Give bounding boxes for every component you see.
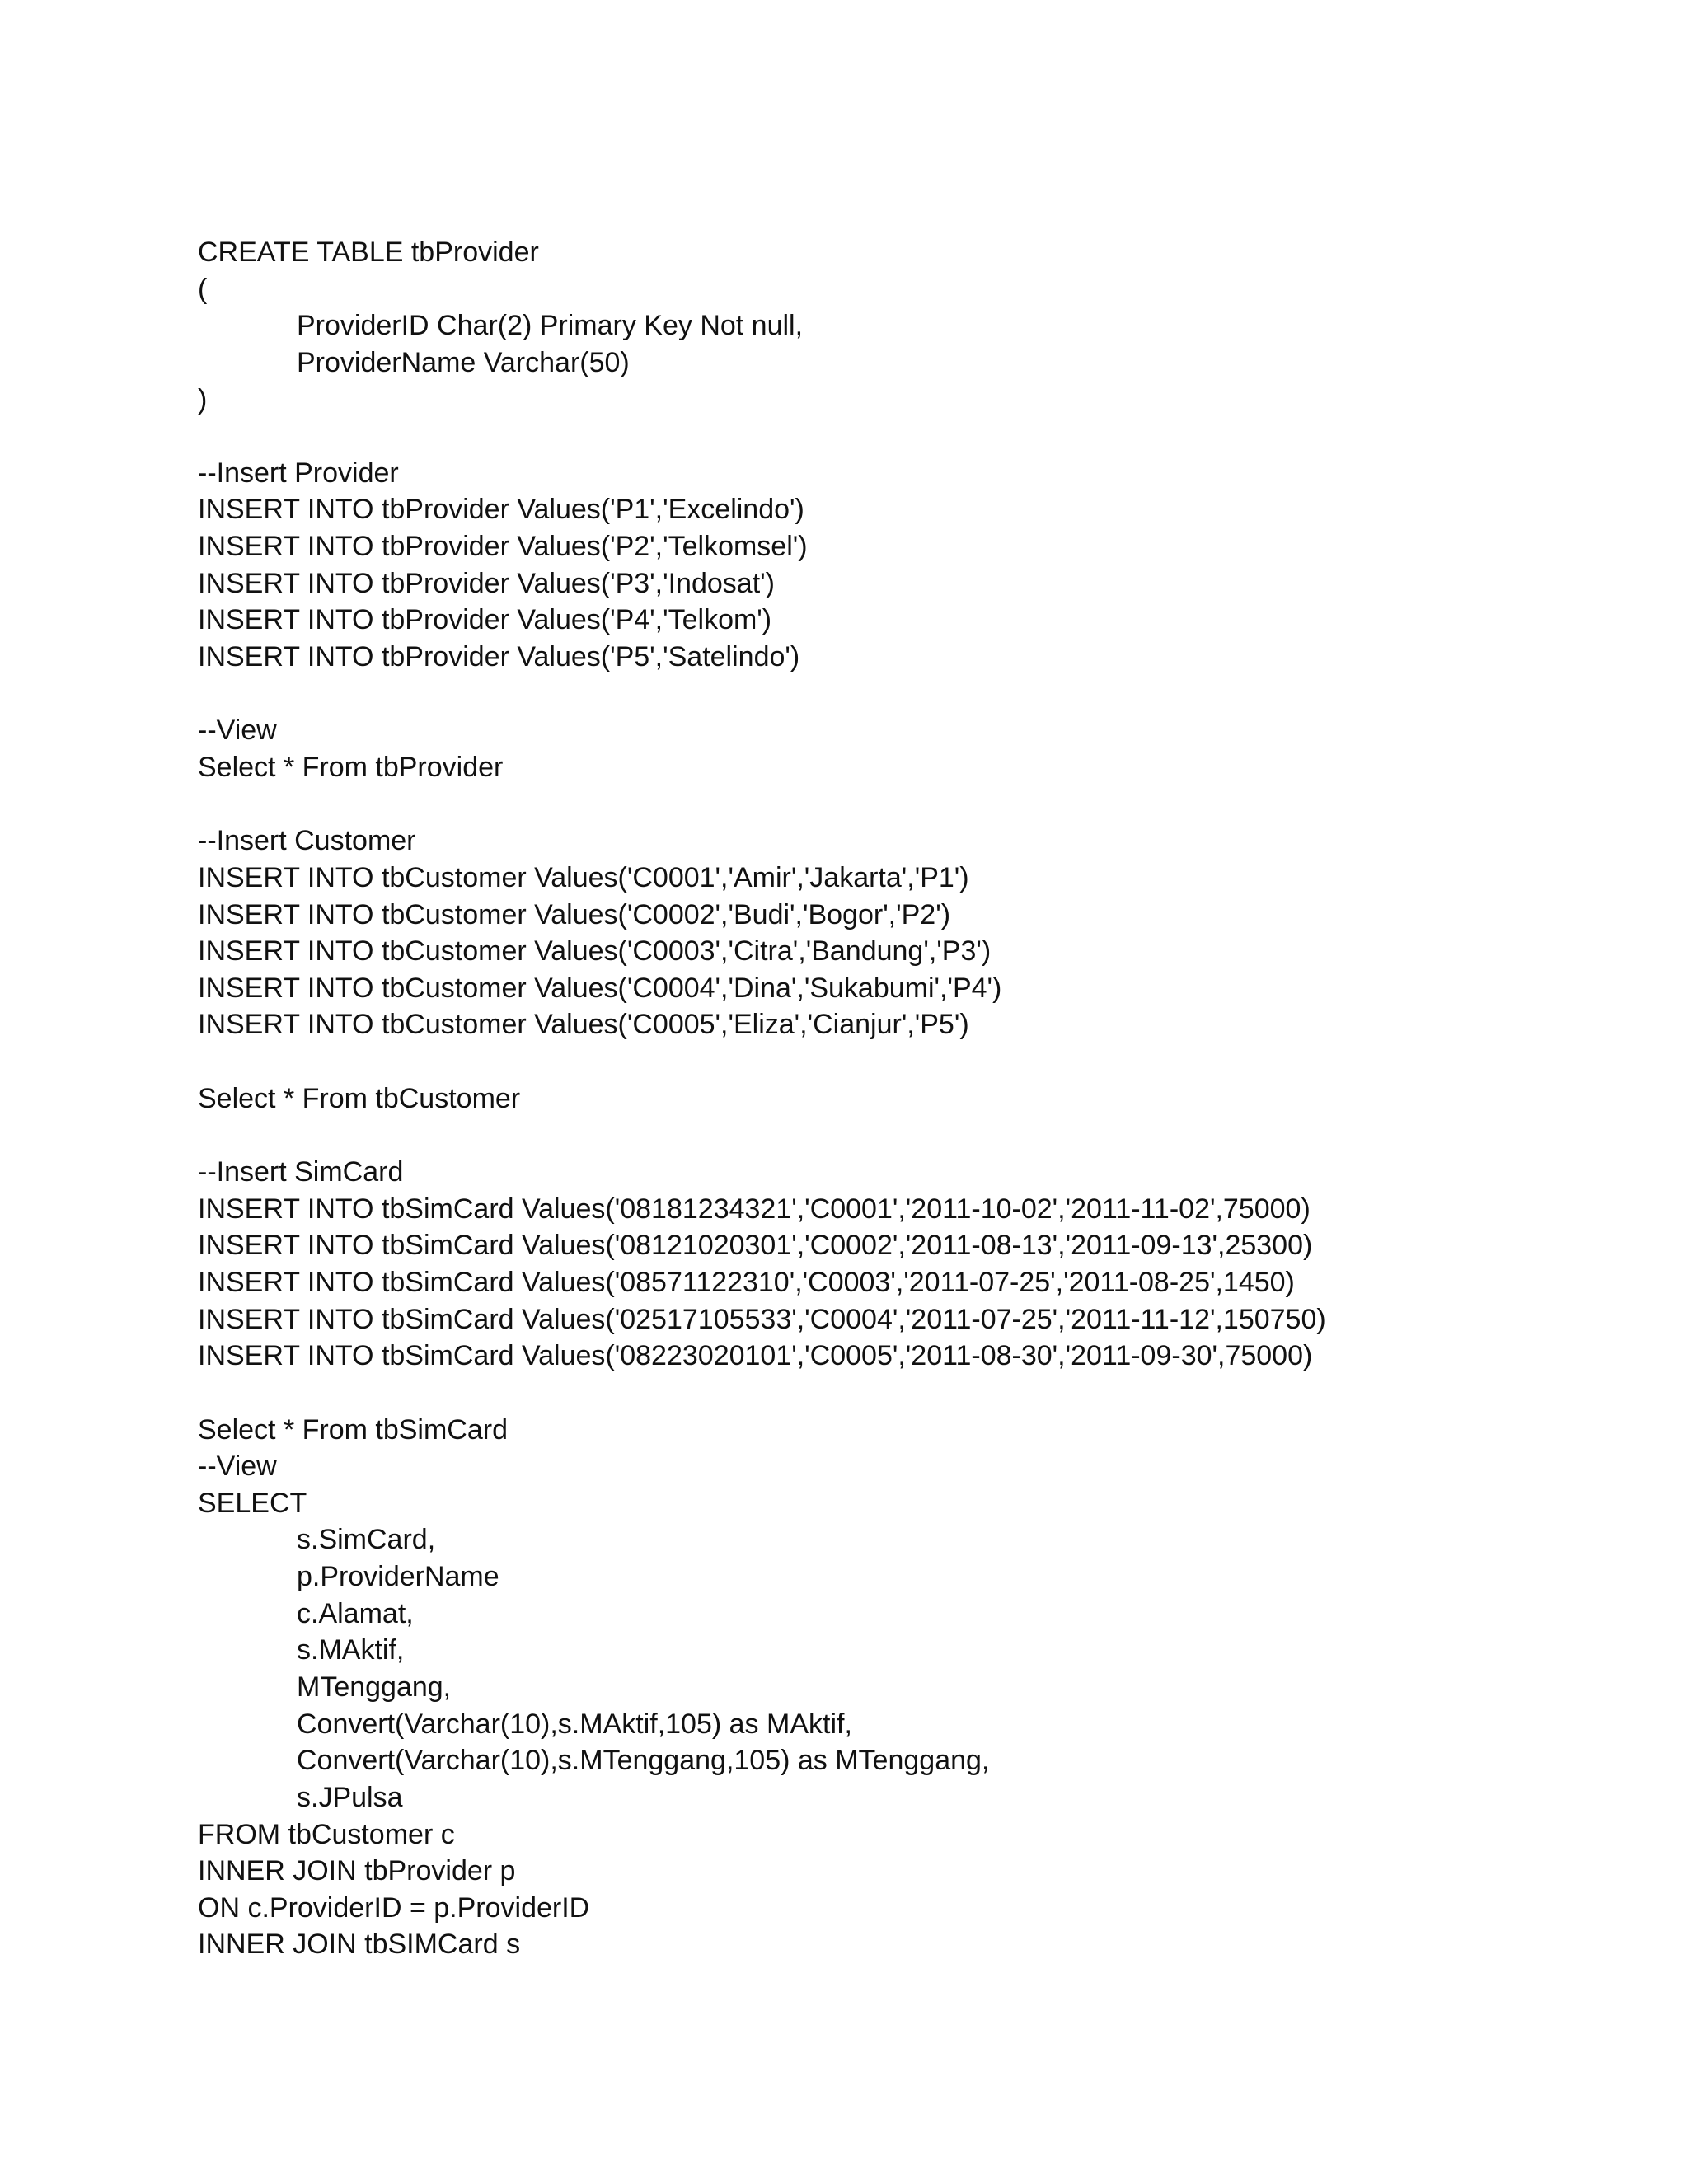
blank-line [198, 1043, 1648, 1080]
blank-line [198, 1375, 1648, 1412]
code-line: Convert(Varchar(10),s.MAktif,105) as MAktif, [297, 1708, 852, 1740]
code-line: Select * From tbSimCard [198, 1413, 508, 1446]
code-line: INSERT INTO tbProvider Values('P5','Satelindo') [198, 641, 800, 673]
code-line: INSERT INTO tbCustomer Values('C0005','Eliza','Cianjur','P5') [198, 1009, 969, 1041]
code-line: ) [198, 383, 208, 415]
blank-line [198, 1117, 1648, 1154]
code-line: --View [198, 1451, 277, 1483]
blank-line [198, 786, 1648, 823]
sql-code-block [198, 234, 1648, 1963]
code-line: INSERT INTO tbSimCard Values('08223020101','C0005','2011-08-30','2011-09-30',75000) [198, 1340, 1313, 1372]
code-line: --View [198, 715, 277, 747]
code-line: s.MAktif, [297, 1634, 405, 1666]
code-line: INSERT INTO tbCustomer Values('C0002','Budi','Bogor','P2') [198, 898, 951, 930]
code-line: SELECT [198, 1487, 307, 1519]
code-line: ProviderName Varchar(50) [297, 346, 630, 378]
code-line: --Insert SimCard [198, 1156, 404, 1188]
code-line: Select * From tbCustomer [198, 1082, 521, 1114]
code-line: INSERT INTO tbCustomer Values('C0003','Citra','Bandung','P3') [198, 935, 992, 968]
code-line: INSERT INTO tbCustomer Values('C0004','Dina','Sukabumi','P4') [198, 972, 1002, 1004]
blank-line [198, 418, 1648, 455]
code-line: Convert(Varchar(10),s.MTenggang,105) as MTenggang, [297, 1745, 990, 1777]
code-line: FROM tbCustomer c [198, 1818, 455, 1850]
code-line: Select * From tbProvider [198, 751, 504, 783]
code-line: p.ProviderName [297, 1561, 499, 1593]
code-line: INSERT INTO tbSimCard Values('08121020301','C0002','2011-08-13','2011-09-13',25300) [198, 1230, 1313, 1262]
code-line: --Insert Provider [198, 457, 399, 489]
code-line: s.SimCard, [297, 1524, 436, 1556]
code-line: s.JPulsa [297, 1781, 403, 1813]
code-line: ( [198, 273, 208, 305]
code-line: INSERT INTO tbProvider Values('P3','Indosat') [198, 567, 775, 599]
code-line: --Insert Customer [198, 825, 416, 857]
code-line: MTenggang, [297, 1671, 452, 1703]
code-line: INSERT INTO tbSimCard Values('08571122310','C0003','2011-07-25','2011-08-25',1450) [198, 1266, 1295, 1298]
blank-line [198, 676, 1648, 713]
code-line: INSERT INTO tbProvider Values('P4','Telkom') [198, 604, 772, 636]
code-line: INNER JOIN tbSIMCard s [198, 1929, 521, 1961]
code-line: INSERT INTO tbCustomer Values('C0001','Amir','Jakarta','P1') [198, 861, 969, 893]
code-line: ProviderID Char(2) Primary Key Not null, [297, 310, 804, 342]
code-line: INSERT INTO tbProvider Values('P1','Excelindo') [198, 494, 804, 526]
code-line: CREATE TABLE tbProvider [198, 237, 539, 268]
code-line: INNER JOIN tbProvider p [198, 1855, 516, 1887]
code-line: c.Alamat, [297, 1597, 414, 1629]
code-line: ON c.ProviderID = p.ProviderID [198, 1891, 590, 1924]
code-line: INSERT INTO tbSimCard Values('08181234321','C0001','2011-10-02','2011-11-02',75000) [198, 1193, 1311, 1225]
code-line: INSERT INTO tbProvider Values('P2','Telkomsel') [198, 531, 808, 563]
code-line: INSERT INTO tbSimCard Values('02517105533','C0004','2011-07-25','2011-11-12',150750) [198, 1303, 1326, 1335]
